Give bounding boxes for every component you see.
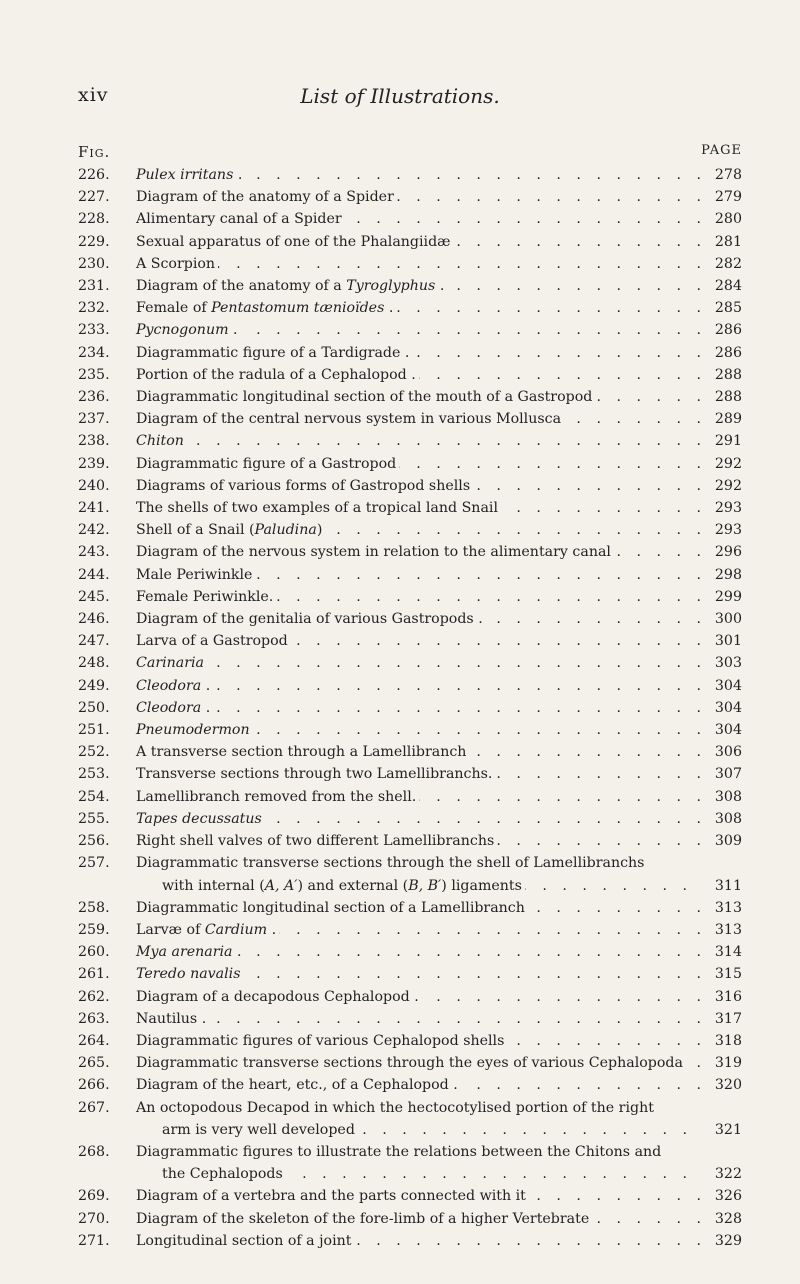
page-reference: 300 xyxy=(702,608,742,630)
figure-number: 262. xyxy=(78,988,110,1005)
list-item xyxy=(78,342,742,364)
page-reference: 318 xyxy=(702,1030,742,1052)
list-item xyxy=(78,1008,742,1030)
list-item xyxy=(78,1208,742,1230)
page-reference: 316 xyxy=(702,986,742,1008)
page-reference: 288 xyxy=(702,364,742,386)
page-reference: 278 xyxy=(702,164,742,186)
list-item xyxy=(78,808,742,830)
list-item xyxy=(78,1230,742,1252)
figure-caption: Diagrammatic figures of various Cephalopod shells xyxy=(136,1033,507,1049)
list-item xyxy=(78,1074,742,1096)
figure-caption: Pulex irritans . xyxy=(136,167,245,183)
figure-number: 247. xyxy=(78,633,110,650)
figure-caption: Diagram of the anatomy of a Tyroglyphus . xyxy=(136,278,447,294)
figure-caption: Diagrammatic longitudinal section of a Lamellibranch xyxy=(136,900,528,916)
page-reference: 304 xyxy=(702,719,742,741)
page-reference: 293 xyxy=(702,519,742,541)
figure-number: 267. xyxy=(78,1099,110,1116)
page-reference: 311 xyxy=(702,875,742,897)
list-item xyxy=(78,253,742,275)
page-reference: 321 xyxy=(702,1119,742,1141)
page-reference: 320 xyxy=(702,1074,742,1096)
page-reference: 291 xyxy=(702,430,742,452)
figure-number: 245. xyxy=(78,588,110,605)
list-item xyxy=(78,564,742,586)
figure-caption-continued: with internal (A, A′) and external (B, B′) ligaments xyxy=(162,878,525,894)
figure-caption: Female Periwinkle. xyxy=(136,589,276,605)
figure-number: 256. xyxy=(78,833,110,850)
figure-caption: Alimentary canal of a Spider xyxy=(136,211,345,227)
page-reference: 313 xyxy=(702,897,742,919)
page-reference: 314 xyxy=(702,941,742,963)
figure-number: 259. xyxy=(78,921,110,938)
figure-caption: Diagrammatic figure of a Gastropod xyxy=(136,456,399,472)
figure-number: 251. xyxy=(78,722,110,739)
list-item xyxy=(78,763,742,785)
figure-caption: Diagrammatic transverse sections through the eyes of various Cephalopoda xyxy=(136,1055,686,1071)
page-reference: 299 xyxy=(702,586,742,608)
figure-number: 258. xyxy=(78,899,110,916)
figure-number: 268. xyxy=(78,1143,110,1160)
figure-caption: Diagram of a vertebra and the parts connected with it xyxy=(136,1188,529,1204)
figure-caption: Diagrammatic figure of a Tardigrade . xyxy=(136,345,412,361)
page-reference: 293 xyxy=(702,497,742,519)
figure-caption: Sexual apparatus of one of the Phalangiidæ xyxy=(136,234,454,250)
list-item xyxy=(78,231,742,253)
page-header xyxy=(0,84,800,114)
page-reference: 309 xyxy=(702,830,742,852)
figure-number: 263. xyxy=(78,1010,110,1027)
page-reference: 282 xyxy=(702,253,742,275)
figure-caption: Carinaria xyxy=(136,655,207,671)
page-title: List of Illustrations. xyxy=(300,84,500,108)
figure-number: 249. xyxy=(78,677,110,694)
figure-number: 230. xyxy=(78,255,110,272)
figure-caption: A Scorpion xyxy=(136,256,218,272)
figure-number: 233. xyxy=(78,322,110,339)
figure-caption: Pneumodermon xyxy=(136,722,253,738)
figure-caption: Right shell valves of two different Lamellibranchs xyxy=(136,833,497,849)
list-item xyxy=(78,697,742,719)
list-item xyxy=(78,519,742,541)
figure-number: 240. xyxy=(78,477,110,494)
figure-number: 264. xyxy=(78,1032,110,1049)
figure-number: 255. xyxy=(78,810,110,827)
figure-number: 232. xyxy=(78,300,110,317)
figure-caption: Longitudinal section of a joint xyxy=(136,1233,354,1249)
list-item xyxy=(78,986,742,1008)
figure-number: 242. xyxy=(78,522,110,539)
page-reference: 286 xyxy=(702,342,742,364)
figure-number: 235. xyxy=(78,366,110,383)
page-reference: 301 xyxy=(702,630,742,652)
figure-number: 257. xyxy=(78,855,110,872)
page-reference: 303 xyxy=(702,652,742,674)
figure-caption: Diagram of the anatomy of a Spider xyxy=(136,189,397,205)
figure-number: 228. xyxy=(78,211,110,228)
list-item xyxy=(78,497,742,519)
figure-caption: Larvæ of Cardium . xyxy=(136,922,279,938)
figure-number: 265. xyxy=(78,1055,110,1072)
page-reference: 317 xyxy=(702,1008,742,1030)
page-reference: 298 xyxy=(702,564,742,586)
list-item xyxy=(78,475,742,497)
list-item xyxy=(78,919,742,941)
list-item xyxy=(78,164,742,186)
figure-number: 227. xyxy=(78,189,110,206)
figure-caption: Diagram of the nervous system in relation to the alimentary canal xyxy=(136,544,614,560)
figure-number: 261. xyxy=(78,966,110,983)
figure-number: 229. xyxy=(78,233,110,250)
list-item xyxy=(78,719,742,741)
page-reference: 286 xyxy=(702,319,742,341)
list-item xyxy=(78,364,742,386)
list-item xyxy=(78,852,742,896)
list-item xyxy=(78,1185,742,1207)
figure-caption: Diagram of the heart, etc., of a Cephalopod . xyxy=(136,1077,461,1093)
figure-number: 236. xyxy=(78,389,110,406)
figure-caption: Diagram of a decapodous Cephalopod . xyxy=(136,989,422,1005)
list-item xyxy=(78,586,742,608)
figure-caption: Diagrammatic figures to illustrate the relations between the Chitons and xyxy=(136,1144,664,1160)
figure-number: 270. xyxy=(78,1210,110,1227)
figure-caption: Nautilus . xyxy=(136,1011,209,1027)
figure-caption: Diagram of the skeleton of the fore-limb of a higher Vertebrate xyxy=(136,1211,592,1227)
figure-caption-continued: the Cephalopods xyxy=(162,1166,286,1182)
figure-caption: Teredo navalis xyxy=(136,966,244,982)
page-reference: 322 xyxy=(702,1163,742,1185)
list-item xyxy=(78,941,742,963)
figure-number: 237. xyxy=(78,411,110,428)
figure-caption: Tapes decussatus xyxy=(136,811,265,827)
list-item xyxy=(78,1030,742,1052)
list-item xyxy=(78,830,742,852)
list-item xyxy=(78,186,742,208)
list-item xyxy=(78,652,742,674)
figure-caption: Cleodora . xyxy=(136,678,213,694)
figure-caption: Diagrammatic longitudinal section of the mouth of a Gastropod xyxy=(136,389,595,405)
page-reference: 313 xyxy=(702,919,742,941)
figure-number: 254. xyxy=(78,788,110,805)
figure-caption: A transverse section through a Lamellibranch xyxy=(136,744,469,760)
figure-caption: Male Periwinkle xyxy=(136,567,255,583)
page-reference: 296 xyxy=(702,541,742,563)
list-item xyxy=(78,963,742,985)
list-item xyxy=(78,386,742,408)
illustrations-list xyxy=(78,164,742,1252)
page-reference: 304 xyxy=(702,697,742,719)
figure-number: 260. xyxy=(78,944,110,961)
figure-caption: The shells of two examples of a tropical land Snail xyxy=(136,500,501,516)
figure-caption: Lamellibranch removed from the shell. xyxy=(136,789,419,805)
page-reference: 279 xyxy=(702,186,742,208)
page-reference: 284 xyxy=(702,275,742,297)
page-reference: 328 xyxy=(702,1208,742,1230)
figure-caption: Portion of the radula of a Cephalopod . xyxy=(136,367,419,383)
figure-caption: Cleodora . xyxy=(136,700,213,716)
list-item xyxy=(78,786,742,808)
figure-number: 239. xyxy=(78,455,110,472)
page-reference: 326 xyxy=(702,1185,742,1207)
figure-number: 250. xyxy=(78,699,110,716)
list-item xyxy=(78,630,742,652)
fig-column-heading: Fig. xyxy=(78,143,111,161)
page-reference: 329 xyxy=(702,1230,742,1252)
list-item xyxy=(78,741,742,763)
figure-number: 246. xyxy=(78,611,110,628)
figure-caption: Mya arenaria . xyxy=(136,944,245,960)
figure-caption: Diagrams of various forms of Gastropod shells xyxy=(136,478,473,494)
page-reference: 285 xyxy=(702,297,742,319)
figure-number: 243. xyxy=(78,544,110,561)
page-number: xiv xyxy=(78,84,109,106)
page-reference: 280 xyxy=(702,208,742,230)
figure-number: 248. xyxy=(78,655,110,672)
list-item xyxy=(78,1141,742,1185)
figure-number: 266. xyxy=(78,1077,110,1094)
list-item xyxy=(78,297,742,319)
list-item xyxy=(78,1052,742,1074)
page-reference: 315 xyxy=(702,963,742,985)
list-item xyxy=(78,208,742,230)
figure-caption: Shell of a Snail (Paludina) xyxy=(136,522,325,538)
figure-number: 226. xyxy=(78,167,110,183)
figure-caption: Diagrammatic transverse sections through the shell of Lamellibranchs xyxy=(136,855,647,871)
figure-caption: Female of Pentastomum tænioïdes . xyxy=(136,300,396,316)
page-reference: 292 xyxy=(702,475,742,497)
list-item xyxy=(78,453,742,475)
figure-caption-continued: arm is very well developed xyxy=(162,1122,358,1138)
figure-number: 244. xyxy=(78,566,110,583)
page-reference: 292 xyxy=(702,453,742,475)
list-item xyxy=(78,275,742,297)
figure-number: 269. xyxy=(78,1188,110,1205)
figure-number: 234. xyxy=(78,344,110,361)
figure-caption: Larva of a Gastropod xyxy=(136,633,291,649)
figure-number: 252. xyxy=(78,744,110,761)
list-item xyxy=(78,541,742,563)
figure-caption: Diagram of the central nervous system in various Mollusca xyxy=(136,411,564,427)
list-item xyxy=(78,430,742,452)
list-item xyxy=(78,608,742,630)
figure-caption: Transverse sections through two Lamellibranchs. xyxy=(136,766,495,782)
page-reference: 288 xyxy=(702,386,742,408)
list-item xyxy=(78,897,742,919)
page-reference: 308 xyxy=(702,786,742,808)
figure-caption: An octopodous Decapod in which the hectocotylised portion of the right xyxy=(136,1100,657,1116)
page-reference: 308 xyxy=(702,808,742,830)
page-reference: 281 xyxy=(702,231,742,253)
figure-number: 238. xyxy=(78,433,110,450)
list-item xyxy=(78,675,742,697)
figure-number: 271. xyxy=(78,1232,110,1249)
figure-caption: Diagram of the genitalia of various Gastropods . xyxy=(136,611,486,627)
figure-number: 253. xyxy=(78,766,110,783)
page-column-heading: PAGE xyxy=(701,143,742,158)
page-reference: 304 xyxy=(702,675,742,697)
page-reference: 306 xyxy=(702,741,742,763)
figure-caption: Pycnogonum . xyxy=(136,322,241,338)
list-item xyxy=(78,1097,742,1141)
page-reference: 307 xyxy=(702,763,742,785)
figure-caption: Chiton xyxy=(136,433,187,449)
list-item xyxy=(78,408,742,430)
list-item xyxy=(78,319,742,341)
page-reference: 319 xyxy=(702,1052,742,1074)
figure-number: 231. xyxy=(78,278,110,295)
column-headings xyxy=(78,143,742,161)
figure-number: 241. xyxy=(78,500,110,517)
page-reference: 289 xyxy=(702,408,742,430)
